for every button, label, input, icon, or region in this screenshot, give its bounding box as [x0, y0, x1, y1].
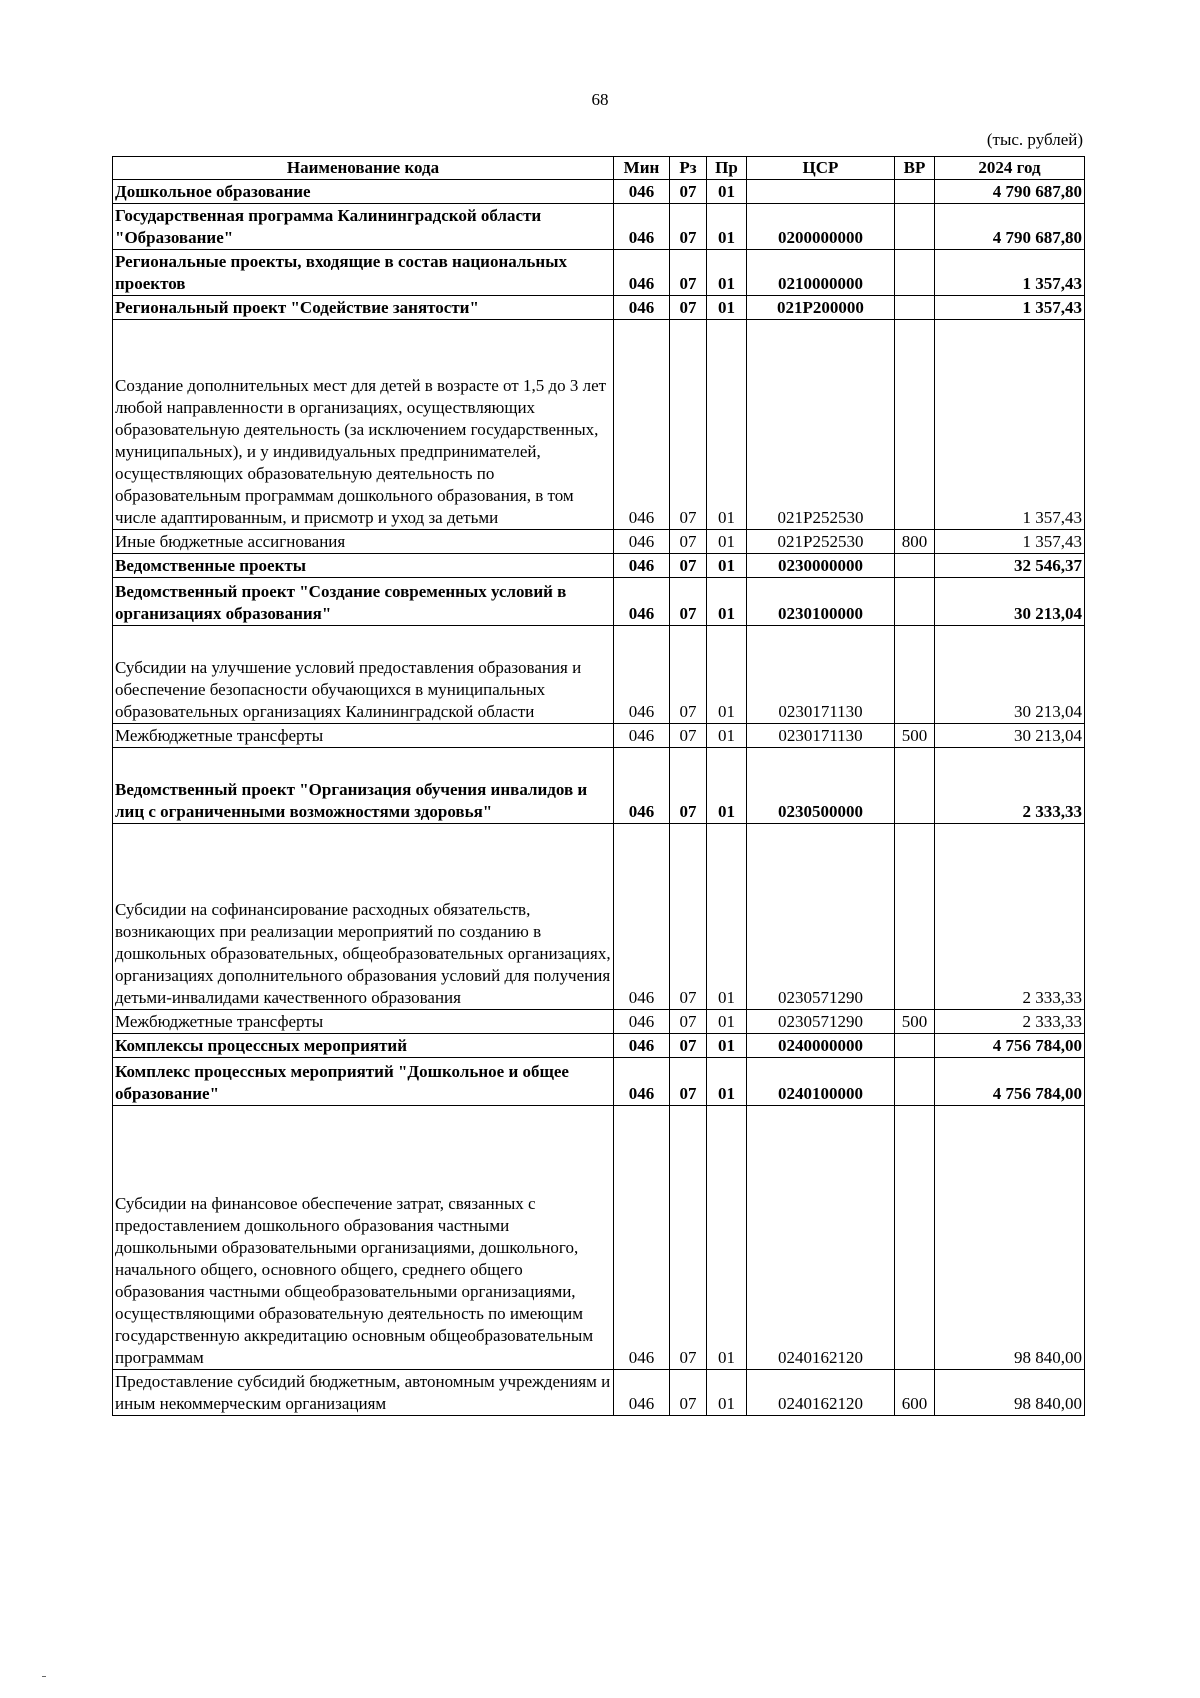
row-amount: 98 840,00 [935, 1370, 1085, 1416]
table-row [113, 554, 1085, 578]
row-amount: 32 546,37 [935, 554, 1085, 578]
row-name: Ведомственные проекты [113, 554, 614, 578]
row-min: 046 [614, 530, 670, 554]
table-row [113, 180, 1085, 204]
row-amount: 30 213,04 [935, 578, 1085, 626]
row-amount: 1 357,43 [935, 530, 1085, 554]
row-csr: 0210000000 [747, 250, 895, 296]
row-csr: 0240000000 [747, 1034, 895, 1058]
row-pr: 01 [707, 1106, 747, 1370]
row-pr: 01 [707, 578, 747, 626]
row-name: Иные бюджетные ассигнования [113, 530, 614, 554]
row-csr: 0240100000 [747, 1058, 895, 1106]
row-name: Государственная программа Калининградской области "Образование" [113, 204, 614, 250]
row-vr [895, 824, 935, 1010]
units-label: (тыс. рублей) [986, 130, 1083, 149]
row-name: Субсидии на финансовое обеспечение затрат, связанных с предоставлением дошкольного образования частными дошкольными образовательными организациями, дошкольного, начального общего, основного общего, среднего общего образования частными общеобразовательными организациями, осуществляющими образовательную деятельность по имеющим государственную аккредитацию основным общеобразовательным программам [113, 1106, 614, 1370]
row-csr: 0230571290 [747, 1010, 895, 1034]
row-rz: 07 [670, 530, 707, 554]
row-rz: 07 [670, 320, 707, 530]
row-pr: 01 [707, 320, 747, 530]
row-csr [747, 180, 895, 204]
row-pr: 01 [707, 204, 747, 250]
row-amount: 30 213,04 [935, 626, 1085, 724]
row-pr: 01 [707, 724, 747, 748]
row-amount: 2 333,33 [935, 824, 1085, 1010]
header-name: Наименование кода [113, 157, 614, 180]
row-vr: 500 [895, 724, 935, 748]
row-vr [895, 180, 935, 204]
row-name: Комплекс процессных мероприятий "Дошкольное и общее образование" [113, 1058, 614, 1106]
row-rz: 07 [670, 626, 707, 724]
row-min: 046 [614, 1106, 670, 1370]
row-min: 046 [614, 824, 670, 1010]
row-min: 046 [614, 320, 670, 530]
row-vr [895, 554, 935, 578]
table-row [113, 824, 1085, 1010]
row-vr [895, 250, 935, 296]
row-pr: 01 [707, 554, 747, 578]
table-row [113, 530, 1085, 554]
table-row [113, 1370, 1085, 1416]
row-name: Межбюджетные трансферты [113, 724, 614, 748]
row-amount: 30 213,04 [935, 724, 1085, 748]
row-rz: 07 [670, 1010, 707, 1034]
row-csr: 0240162120 [747, 1370, 895, 1416]
row-rz: 07 [670, 1370, 707, 1416]
header-csr: ЦСР [747, 157, 895, 180]
row-rz: 07 [670, 748, 707, 824]
table-row [113, 626, 1085, 724]
row-csr: 0230171130 [747, 626, 895, 724]
row-pr: 01 [707, 748, 747, 824]
row-amount: 4 790 687,80 [935, 180, 1085, 204]
header-pr: Пр [707, 157, 747, 180]
row-name: Ведомственный проект "Создание современных условий в организациях образования" [113, 578, 614, 626]
row-rz: 07 [670, 296, 707, 320]
table-row [113, 1010, 1085, 1034]
row-amount: 4 756 784,00 [935, 1034, 1085, 1058]
table-row [113, 204, 1085, 250]
row-vr [895, 626, 935, 724]
row-name: Предоставление субсидий бюджетным, автономным учреждениям и иным некоммерческим организациям [113, 1370, 614, 1416]
row-amount: 1 357,43 [935, 296, 1085, 320]
row-csr: 0230000000 [747, 554, 895, 578]
row-name: Дошкольное образование [113, 180, 614, 204]
row-pr: 01 [707, 250, 747, 296]
row-rz: 07 [670, 578, 707, 626]
row-csr: 0230171130 [747, 724, 895, 748]
row-rz: 07 [670, 554, 707, 578]
row-amount: 2 333,33 [935, 748, 1085, 824]
header-rz: Рз [670, 157, 707, 180]
row-amount: 98 840,00 [935, 1106, 1085, 1370]
table-row [113, 578, 1085, 626]
row-min: 046 [614, 296, 670, 320]
row-csr: 0240162120 [747, 1106, 895, 1370]
row-vr [895, 1106, 935, 1370]
row-min: 046 [614, 180, 670, 204]
header-year: 2024 год [935, 157, 1085, 180]
row-csr: 021Р252530 [747, 320, 895, 530]
row-rz: 07 [670, 204, 707, 250]
row-vr [895, 578, 935, 626]
row-pr: 01 [707, 1370, 747, 1416]
row-vr [895, 1034, 935, 1058]
row-rz: 07 [670, 180, 707, 204]
page-number: 68 [591, 90, 609, 109]
header-row [113, 157, 1085, 180]
row-csr: 021Р252530 [747, 530, 895, 554]
row-name: Ведомственный проект "Организация обучения инвалидов и лиц с ограниченными возможностями здоровья" [113, 748, 614, 824]
row-rz: 07 [670, 824, 707, 1010]
row-min: 046 [614, 626, 670, 724]
row-min: 046 [614, 204, 670, 250]
scan-mark [42, 1676, 46, 1677]
row-rz: 07 [670, 1034, 707, 1058]
row-name: Региональный проект "Содействие занятости" [113, 296, 614, 320]
row-rz: 07 [670, 724, 707, 748]
row-amount: 1 357,43 [935, 320, 1085, 530]
row-rz: 07 [670, 1106, 707, 1370]
row-amount: 1 357,43 [935, 250, 1085, 296]
table-row [113, 250, 1085, 296]
row-min: 046 [614, 748, 670, 824]
row-csr: 0200000000 [747, 204, 895, 250]
row-pr: 01 [707, 1058, 747, 1106]
row-vr: 600 [895, 1370, 935, 1416]
row-vr: 800 [895, 530, 935, 554]
table-row [113, 296, 1085, 320]
row-min: 046 [614, 554, 670, 578]
row-name: Субсидии на софинансирование расходных обязательств, возникающих при реализации мероприятий по созданию в дошкольных образовательных, общеобразовательных организациях, организациях дополнительного образования условий для получения детьми-инвалидами качественного образования [113, 824, 614, 1010]
budget-table [112, 156, 1085, 1416]
row-csr: 021Р200000 [747, 296, 895, 320]
table-row [113, 724, 1085, 748]
table-row [113, 1034, 1085, 1058]
row-csr: 0230571290 [747, 824, 895, 1010]
row-rz: 07 [670, 1058, 707, 1106]
row-pr: 01 [707, 626, 747, 724]
row-amount: 2 333,33 [935, 1010, 1085, 1034]
row-min: 046 [614, 1010, 670, 1034]
row-rz: 07 [670, 250, 707, 296]
row-min: 046 [614, 250, 670, 296]
row-pr: 01 [707, 530, 747, 554]
row-min: 046 [614, 1034, 670, 1058]
table-row [113, 1058, 1085, 1106]
row-name: Комплексы процессных мероприятий [113, 1034, 614, 1058]
header-min: Мин [614, 157, 670, 180]
row-vr [895, 204, 935, 250]
row-min: 046 [614, 578, 670, 626]
row-amount: 4 756 784,00 [935, 1058, 1085, 1106]
row-pr: 01 [707, 1010, 747, 1034]
row-pr: 01 [707, 824, 747, 1010]
row-min: 046 [614, 1058, 670, 1106]
row-vr [895, 320, 935, 530]
row-vr: 500 [895, 1010, 935, 1034]
row-name: Региональные проекты, входящие в состав национальных проектов [113, 250, 614, 296]
row-name: Субсидии на улучшение условий предоставления образования и обеспечение безопасности обучающихся в муниципальных образовательных организациях Калининградской области [113, 626, 614, 724]
row-csr: 0230500000 [747, 748, 895, 824]
row-vr [895, 1058, 935, 1106]
row-pr: 01 [707, 1034, 747, 1058]
row-vr [895, 748, 935, 824]
table-row [113, 320, 1085, 530]
table-row [113, 1106, 1085, 1370]
table-row [113, 748, 1085, 824]
row-amount: 4 790 687,80 [935, 204, 1085, 250]
row-min: 046 [614, 724, 670, 748]
row-vr [895, 296, 935, 320]
header-vr: ВР [895, 157, 935, 180]
row-pr: 01 [707, 180, 747, 204]
row-csr: 0230100000 [747, 578, 895, 626]
row-name: Создание дополнительных мест для детей в возрасте от 1,5 до 3 лет любой направленности в организациях, осуществляющих образовательную деятельность (за исключением государственных, муниципальных), и у индивидуальных предпринимателей, осуществляющих образовательную деятельность по образовательным программам дошкольного образования, в том числе адаптированным, и присмотр и уход за детьми [113, 320, 614, 530]
row-pr: 01 [707, 296, 747, 320]
row-min: 046 [614, 1370, 670, 1416]
row-name: Межбюджетные трансферты [113, 1010, 614, 1034]
